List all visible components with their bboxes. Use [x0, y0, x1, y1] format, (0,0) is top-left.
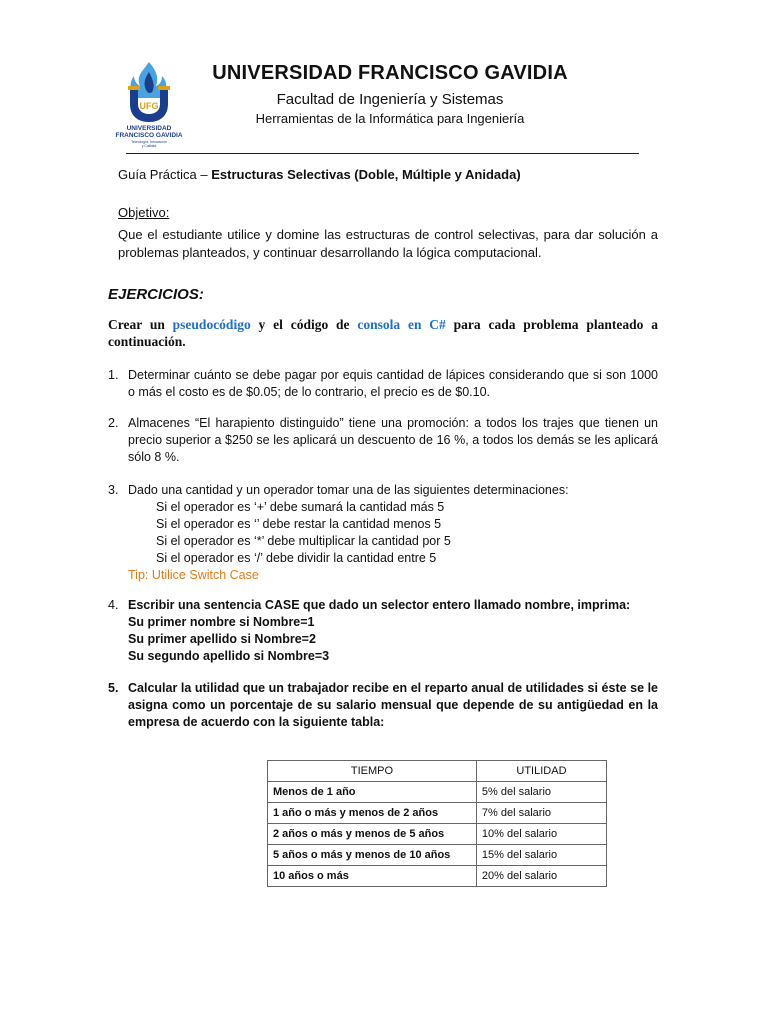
ufg-logo-icon [106, 58, 192, 152]
table-row [268, 866, 607, 887]
svg-text:y Calidad: y Calidad [141, 144, 157, 148]
instruction-text [108, 316, 658, 350]
exercise-4 [108, 597, 658, 665]
exercise-tip: Tip: Utilice Switch Case [128, 568, 259, 582]
exercise-body [128, 482, 658, 584]
exercise-subitem: Su primer apellido si Nombre=2 [128, 632, 316, 646]
exercise-3 [108, 482, 658, 584]
exercise-number: 4. [108, 598, 119, 612]
exercise-subitem: Si el operador es ‘+’ debe sumará la cantidad más 5 [156, 500, 445, 514]
table-cell-utilidad: 10% del salario [476, 824, 606, 845]
table-header-tiempo: TIEMPO [268, 761, 477, 782]
table-header-row [268, 761, 607, 782]
table-cell-utilidad: 7% del salario [476, 803, 606, 824]
exercise-text: Calcular la utilidad que un trabajador recibe en el reparto anual de utilidades si éste se le asigna como un porcentaje de su salario mensual que depende de su antigüedad en la empresa de acuerdo con la siguiente tabla: [128, 681, 658, 729]
table-cell-tiempo: 5 años o más y menos de 10 años [268, 845, 477, 866]
table-cell-tiempo: 2 años o más y menos de 5 años [268, 824, 477, 845]
table-cell-utilidad: 15% del salario [476, 845, 606, 866]
instruction-part1: Crear un [108, 317, 173, 332]
exercise-number: 5. [108, 681, 119, 695]
instruction-part2: y el código de [250, 317, 358, 332]
exercise-subitem: Si el operador es ‘/’ debe dividir la cantidad entre 5 [156, 551, 437, 565]
instruction-highlight-csharp: consola en C# [357, 317, 446, 332]
svg-text:Tecnología, Innovación: Tecnología, Innovación [131, 140, 167, 144]
utility-table [267, 760, 607, 887]
instruction-highlight-pseudocode: pseudocódigo [172, 317, 251, 332]
svg-text:UNIVERSIDAD: UNIVERSIDAD [126, 125, 172, 132]
guide-title [118, 167, 521, 182]
objective-label: Objetivo: [118, 205, 170, 220]
table-cell-utilidad: 20% del salario [476, 866, 606, 887]
exercise-1 [108, 367, 658, 401]
instruction-part3: para cada problema planteado a continuación. [108, 317, 658, 349]
exercise-body [128, 597, 658, 665]
exercise-subitem: Si el operador es ‘*’ debe multiplicar la cantidad por 5 [156, 534, 451, 548]
table-cell-tiempo: Menos de 1 año [268, 782, 477, 803]
guide-topic: Estructuras Selectivas (Doble, Múltiple y Anidada) [211, 167, 521, 182]
exercise-text: Escribir una sentencia CASE que dado un selector entero llamado nombre, imprima: [128, 598, 631, 612]
exercise-text: Almacenes “El harapiento distinguido” tiene una promoción: a todos los trajes que tienen un precio superior a $250 se les aplicará un descuento de 16 %, a todos los demás se les aplicará sólo 8 %. [128, 416, 658, 464]
exercise-number: 3. [108, 483, 119, 497]
course-name: Herramientas de la Informática para Ingeniería [255, 111, 525, 126]
exercises-heading: EJERCICIOS: [108, 286, 204, 303]
svg-text:FRANCISCO GAVIDIA: FRANCISCO GAVIDIA [115, 132, 183, 139]
table-row [268, 782, 607, 803]
svg-text:UFG: UFG [139, 101, 159, 111]
exercise-text: Determinar cuánto se debe pagar por equis cantidad de lápices considerando que si son 1000 o más el costo es de $0.05; de lo contrario, el precio es de $0.10. [128, 368, 658, 399]
university-logo [106, 58, 192, 152]
exercise-2 [108, 415, 658, 466]
exercise-number: 2. [108, 416, 119, 430]
table-row [268, 845, 607, 866]
objective-text: Que el estudiante utilice y domine las estructuras de control selectivas, para dar solución a problemas planteados, y continuar desarrollando la lógica computacional. [118, 227, 658, 260]
exercise-subitem: Su primer nombre si Nombre=1 [128, 615, 315, 629]
table-cell-tiempo: 1 año o más y menos de 2 años [268, 803, 477, 824]
table-cell-utilidad: 5% del salario [476, 782, 606, 803]
table-row [268, 824, 607, 845]
table-row [268, 803, 607, 824]
exercise-subitem: Su segundo apellido si Nombre=3 [128, 649, 330, 663]
exercise-5 [108, 680, 658, 731]
guide-prefix: Guía Práctica – [118, 167, 212, 182]
exercise-text: Dado una cantidad y un operador tomar una de las siguientes determinaciones: [128, 483, 569, 497]
exercise-subitem: Si el operador es ‘’ debe restar la cantidad menos 5 [156, 517, 442, 531]
table-header-utilidad: UTILIDAD [476, 761, 606, 782]
table-cell-tiempo: 10 años o más [268, 866, 477, 887]
faculty-name: Facultad de Ingeniería y Sistemas [276, 91, 504, 108]
exercise-number: 1. [108, 368, 119, 382]
header-divider [126, 153, 639, 154]
university-name: UNIVERSIDAD FRANCISCO GAVIDIA [212, 62, 568, 84]
